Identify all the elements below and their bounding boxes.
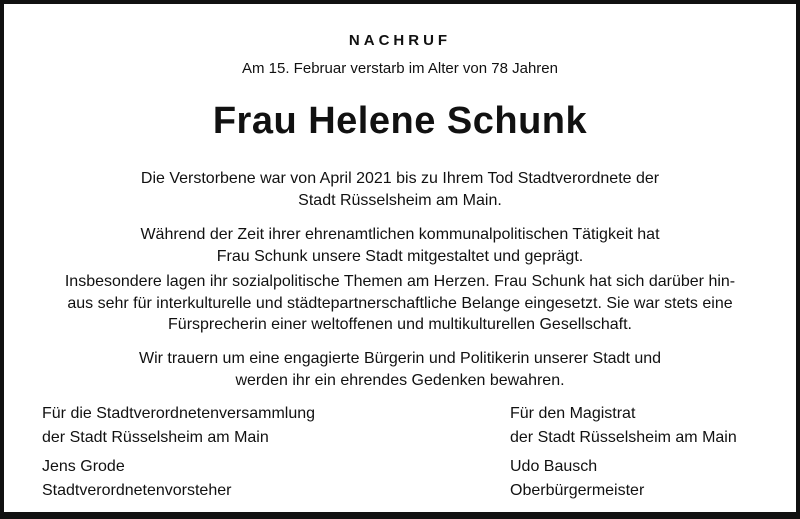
right-signatory <box>510 455 644 503</box>
signatory-role: Oberbürgermeister <box>510 482 645 499</box>
text-line: aus sehr für interkulturelle und städtepartnerschaftliche Belange eingesetzt. Sie war stets eine <box>67 294 733 312</box>
notice-heading: NACHRUF <box>348 32 452 49</box>
text-line: Stadt Rüsselsheim am Main. <box>298 191 502 209</box>
text-line: werden ihr ein ehrendes Gedenken bewahren. <box>235 371 565 389</box>
left-signature-org <box>42 402 315 450</box>
left-signatory <box>42 455 231 503</box>
paragraph <box>4 168 796 211</box>
paragraph <box>4 224 796 267</box>
org-line: der Stadt Rüsselsheim am Main <box>510 429 737 446</box>
signatory-name: Udo Bausch <box>510 458 598 475</box>
org-line: der Stadt Rüsselsheim am Main <box>42 429 269 446</box>
right-signature-org <box>510 402 737 450</box>
death-info: Am 15. Februar verstarb im Alter von 78 Jahren <box>242 60 558 77</box>
paragraph <box>4 348 796 391</box>
org-line: Für die Stadtverordnetenversammlung <box>42 405 316 422</box>
paragraph <box>4 271 796 336</box>
deceased-name: Frau Helene Schunk <box>212 100 588 142</box>
signatory-name: Jens Grode <box>42 458 125 475</box>
text-line: Die Verstorbene war von April 2021 bis zu Ihrem Tod Stadtverordnete der <box>140 170 660 187</box>
org-line: Für den Magistrat <box>510 405 636 422</box>
signatory-role: Stadtverordnetenvorsteher <box>42 482 232 499</box>
text-line: Insbesondere lagen ihr sozialpolitische Themen am Herzen. Frau Schunk hat sich darüber hin- <box>64 273 736 290</box>
text-line: Frau Schunk unsere Stadt mitgestaltet und geprägt. <box>216 247 584 265</box>
text-line: Fürsprecherin einer weltoffenen und multikulturellen Gesellschaft. <box>168 316 632 334</box>
text-line: Während der Zeit ihrer ehrenamtlichen kommunalpolitischen Tätigkeit hat <box>140 226 660 243</box>
text-line: Wir trauern um eine engagierte Bürgerin und Politikerin unserer Stadt und <box>138 350 662 367</box>
